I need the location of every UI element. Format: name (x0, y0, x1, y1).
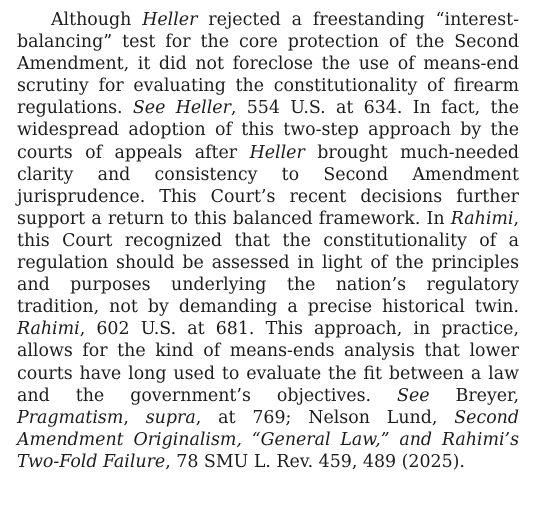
text-segment: , at 769; Nelson Lund, (195, 407, 455, 428)
text-segment: Breyer, (429, 385, 519, 406)
text-segment: , 554 U.S. at 634. In fact, the widespread adoption of this two-step approach by the courts of appeals after (17, 98, 519, 163)
source-title-italic: Second Amendment Originalism, “General Law,” and Rahimi’s Two-Fold Failure (17, 407, 519, 472)
case-citation-italic: Rahimi (450, 208, 514, 229)
text-segment: brought much-needed clarity and consistency to Second Amendment jurisprudence. This Court’s recent decisions further support a return to this balanced framework. In (17, 142, 519, 229)
text-segment: , (123, 407, 146, 428)
text-segment: , this Court recognized that the constitutionality of a regulation should be assessed in light of the principles and purposes underlying the nation’s regulatory tradition, not by demanding a precise historical twin. (17, 208, 519, 318)
document-page (17, 9, 519, 473)
signal-italic: See (397, 385, 430, 406)
case-citation-italic: Heller (142, 10, 198, 30)
text-segment: , 78 SMU L. Rev. 459, 489 (2025). (165, 451, 465, 472)
case-citation-italic: Heller (249, 142, 305, 163)
signal-italic: supra (145, 407, 196, 428)
case-citation-italic: Rahimi (17, 319, 80, 340)
text-segment: Although (51, 10, 143, 30)
source-title-italic: Pragmatism (17, 407, 124, 428)
case-citation-italic: See Heller (132, 98, 231, 119)
text-segment: , 602 U.S. at 681. This approach, in practice, allows for the kind of means-ends analysis that lower courts have long used to evaluate the fit between a law and the government’s objectives. (17, 319, 519, 406)
text-segment: rejected a freestanding “interest-balancing” test for the core protection of the Second Amendment, it did not foreclose the use of means-end scrutiny for evaluating the constitutionality of firearm regulations. (17, 10, 519, 119)
opinion-paragraph (17, 9, 519, 473)
